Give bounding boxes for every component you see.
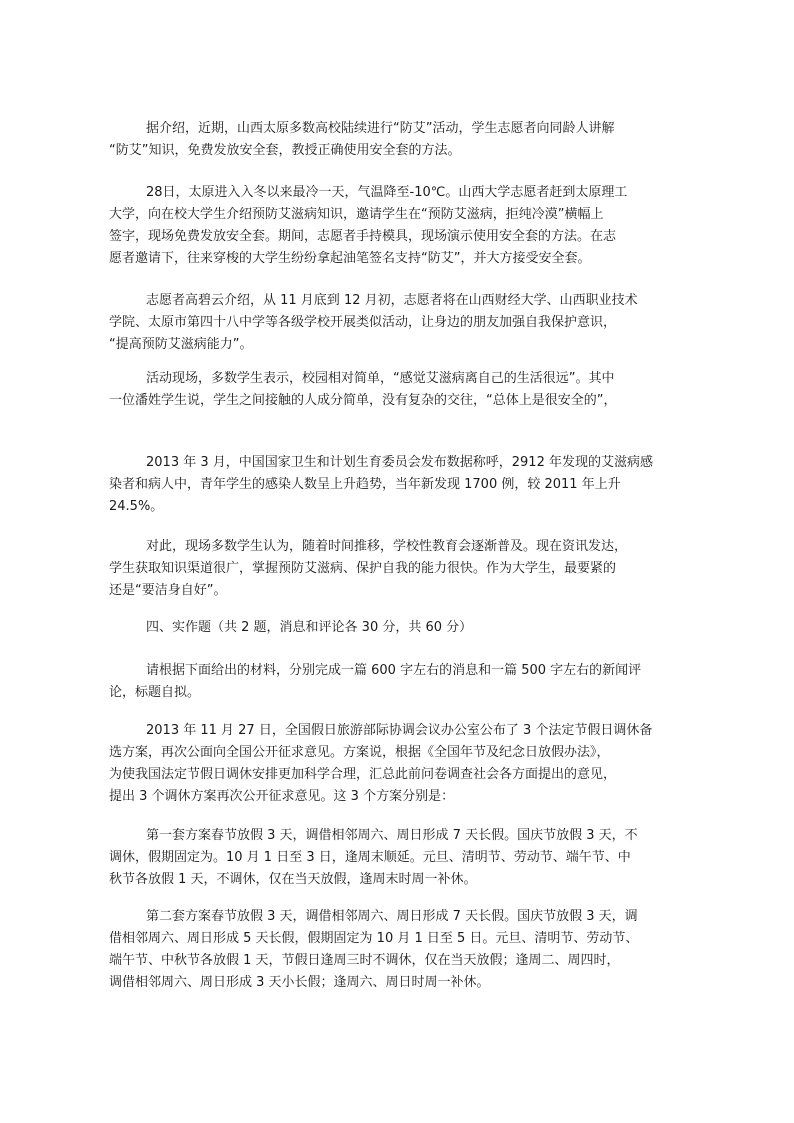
paragraph-statistics (109, 452, 665, 518)
text-line: 据介绍，近期，山西太原多数高校陆续进行“防艾”活动，学生志愿者向同龄人讲解 (146, 121, 615, 136)
text-line: 对此，现场多数学生认为，随着时间推移，学校性教育会逐渐普及。现在资讯发达， (146, 539, 628, 554)
paragraph-plan-one (109, 825, 665, 891)
text-line: 第一套方案春节放假 3 天，调借相邻周六、周日形成 7 天长假。国庆节放假 3 天，不 (146, 828, 638, 843)
section-heading (109, 617, 665, 639)
text-line: 为使我国法定节假日调休安排更加科学合理，汇总此前问卷调查社会各方面提出的意见， (109, 767, 617, 782)
text-line: 活动现场，多数学生表示，校园相对简单，“感觉艾滋病离自己的生活很远”。其中 (146, 371, 615, 386)
text-line: 提出 3 个调休方案再次公开征求意见。这 3 个方案分别是： (109, 789, 455, 804)
text-line: 选方案，再次公面向全国公开征求意见。方案说，根据《全国年节及纪念日放假办法》， (109, 745, 610, 760)
text-line: 学院、太原市第四十八中学等各级学校开展类似活动，让身边的朋友加强自我保护意识， (109, 315, 617, 330)
paragraph-instructions (109, 660, 665, 704)
text-line: 论，标题自拟。 (109, 685, 201, 700)
text-line: 调休，假期固定为。10 月 1 日至 3 日，逢周末顺延。元旦、清明节、劳动节、端午节、中 (109, 850, 631, 865)
text-line: 2013 年 3 月，中国国家卫生和计划生育委员会发布数据称呼，2912 年发现的艾滋病感 (146, 455, 653, 470)
paragraph-event (109, 182, 665, 270)
text-line: 学生获取知识渠道很广，掌握预防艾滋病、保护自我的能力很快。作为大学生，最要紧的 (109, 561, 617, 576)
text-line: 2013 年 11 月 27 日，全国假日旅游部际协调会议办公室公布了 3 个法定节假日调休备 (146, 723, 653, 738)
text-line: 染者和病人中，青年学生的感染人数呈上升趋势，当年新发现 1700 例，较 2011 年上升 (109, 477, 621, 492)
text-line: “防艾”知识，免费发放安全套，教授正确使用安全套的方法。 (109, 143, 461, 158)
text-line: 28日，太原进入入冬以来最冷一天，气温降至-10℃。山西大学志愿者赶到太原理工 (146, 185, 628, 200)
text-line: 调借相邻周六、周日形成 3 天小长假；逢周六、周日时周一补休。 (109, 975, 490, 990)
text-line: 四、实作题（共 2 题，消息和评论各 30 分，共 60 分） (146, 620, 473, 635)
paragraph-material (109, 720, 665, 808)
text-line: 借相邻周六、周日形成 5 天长假，假期固定为 10 月 1 日至 5 日。元旦、清明节、劳动节、 (109, 931, 639, 946)
text-line: 志愿者高碧云介绍，从 11 月底到 12 月初，志愿者将在山西财经大学、山西职业技术 (146, 293, 638, 308)
text-line: 愿者邀请下，往来穿梭的大学生纷纷拿起油笔签名支持“防艾”，并大方接受安全套。 (109, 251, 591, 266)
paragraph-education (109, 536, 665, 602)
text-line: 还是“要洁身自好”。 (109, 583, 227, 598)
text-line: 请根据下面给出的材料，分别完成一篇 600 字左右的消息和一篇 500 字左右的新闻评 (146, 663, 642, 678)
text-line: “提高预防艾滋病能力”。 (109, 337, 253, 352)
text-line: 第二套方案春节放假 3 天，调借相邻周六、周日形成 7 天长假。国庆节放假 3 天，调 (146, 909, 638, 924)
text-line: 签字，现场免费发放安全套。期间，志愿者手持模具，现场演示使用安全套的方法。在志 (109, 229, 617, 244)
text-line: 一位潘姓学生说，学生之间接触的人成分简单，没有复杂的交往，“总体上是很安全的”， (109, 393, 617, 408)
paragraph-plan-two (109, 906, 665, 994)
text-line: 大学，向在校大学生介绍预防艾滋病知识，邀请学生在“预防艾滋病，拒纯冷漠”横幅上 (109, 207, 604, 222)
paragraph-intro (109, 118, 665, 162)
text-line: 端午节、中秋节各放假 1 天，节假日逢周三时不调休，仅在当天放假；逢周二、周四时， (109, 953, 620, 968)
paragraph-students (109, 368, 665, 412)
text-line: 秋节各放假 1 天，不调休，仅在当天放假，逢周末时周一补休。 (109, 872, 477, 887)
text-line: 24.5%。 (109, 499, 164, 514)
paragraph-volunteer (109, 290, 665, 356)
